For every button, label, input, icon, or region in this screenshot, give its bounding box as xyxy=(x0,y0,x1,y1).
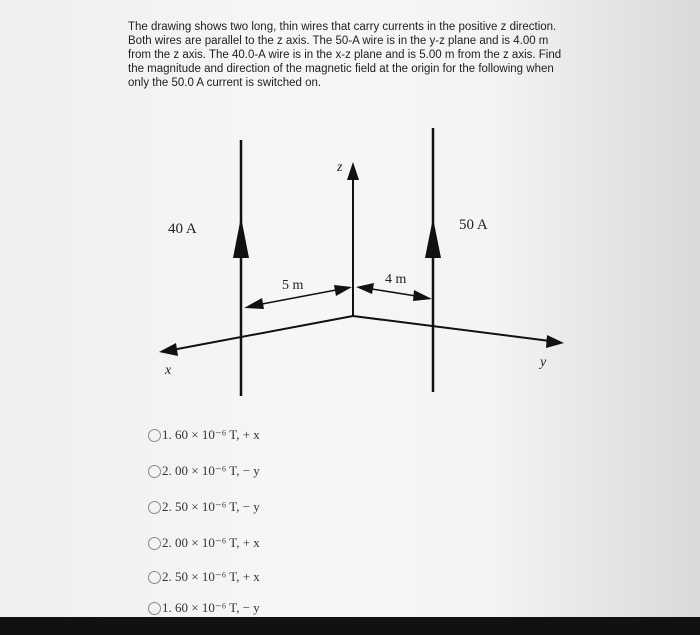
z-axis-arrowhead xyxy=(347,162,359,180)
answer-option-2[interactable] xyxy=(148,462,260,480)
x-axis-label: x xyxy=(165,363,172,378)
answer-text: 1. 60 × 10⁻⁶ T, + x xyxy=(162,427,260,442)
radio-button[interactable] xyxy=(148,465,161,478)
answer-text: 2. 50 × 10⁻⁶ T, + x xyxy=(162,569,260,584)
answer-text: 1. 60 × 10⁻⁶ T, − y xyxy=(162,600,260,615)
radio-button[interactable] xyxy=(148,571,161,584)
radio-button[interactable] xyxy=(148,602,161,615)
distance-4m-arrowhead-left xyxy=(356,283,374,294)
question-line: Both wires are parallel to the z axis. The 50-A wire is in the y-z plane and is 4.00 m xyxy=(128,35,549,47)
current-label-40a: 40 A xyxy=(168,221,197,237)
answer-option-6[interactable] xyxy=(148,599,260,617)
question-line: from the z axis. The 40.0-A wire is in the x-z plane and is 5.00 m from the z axis. Find xyxy=(128,49,562,61)
answer-option-3[interactable] xyxy=(148,498,260,516)
radio-button[interactable] xyxy=(148,429,161,442)
question-line: The drawing shows two long, thin wires that carry currents in the positive z direction. xyxy=(128,21,557,33)
answer-text: 2. 50 × 10⁻⁶ T, − y xyxy=(162,499,260,514)
current-arrow-50a xyxy=(425,218,441,258)
answer-text: 2. 00 × 10⁻⁶ T, + x xyxy=(162,535,260,550)
distance-label-5m: 5 m xyxy=(282,278,304,293)
current-label-50a: 50 A xyxy=(459,217,488,233)
distance-5m-arrowhead-right xyxy=(334,285,352,296)
current-arrow-40a xyxy=(233,217,249,258)
x-axis xyxy=(172,316,353,350)
bottom-bar xyxy=(0,617,700,635)
distance-4m-line xyxy=(372,289,416,296)
answer-option-4[interactable] xyxy=(148,534,260,552)
x-axis-arrowhead xyxy=(159,343,178,356)
distance-5m-arrowhead-left xyxy=(244,298,264,309)
y-axis-label: y xyxy=(540,355,547,370)
question-line: only the 50.0 A current is switched on. xyxy=(128,77,322,89)
radio-button[interactable] xyxy=(148,501,161,514)
answer-option-5[interactable] xyxy=(148,568,260,586)
question-line: the magnitude and direction of the magnetic field at the origin for the following when xyxy=(128,63,554,75)
distance-label-4m: 4 m xyxy=(385,272,407,287)
answer-text: 2. 00 × 10⁻⁶ T, − y xyxy=(162,463,260,478)
y-axis xyxy=(353,316,550,341)
radio-button[interactable] xyxy=(148,537,161,550)
z-axis-label: z xyxy=(337,160,343,175)
answer-option-1[interactable] xyxy=(148,426,260,444)
y-axis-arrowhead xyxy=(546,335,564,348)
distance-4m-arrowhead-right xyxy=(413,290,432,301)
